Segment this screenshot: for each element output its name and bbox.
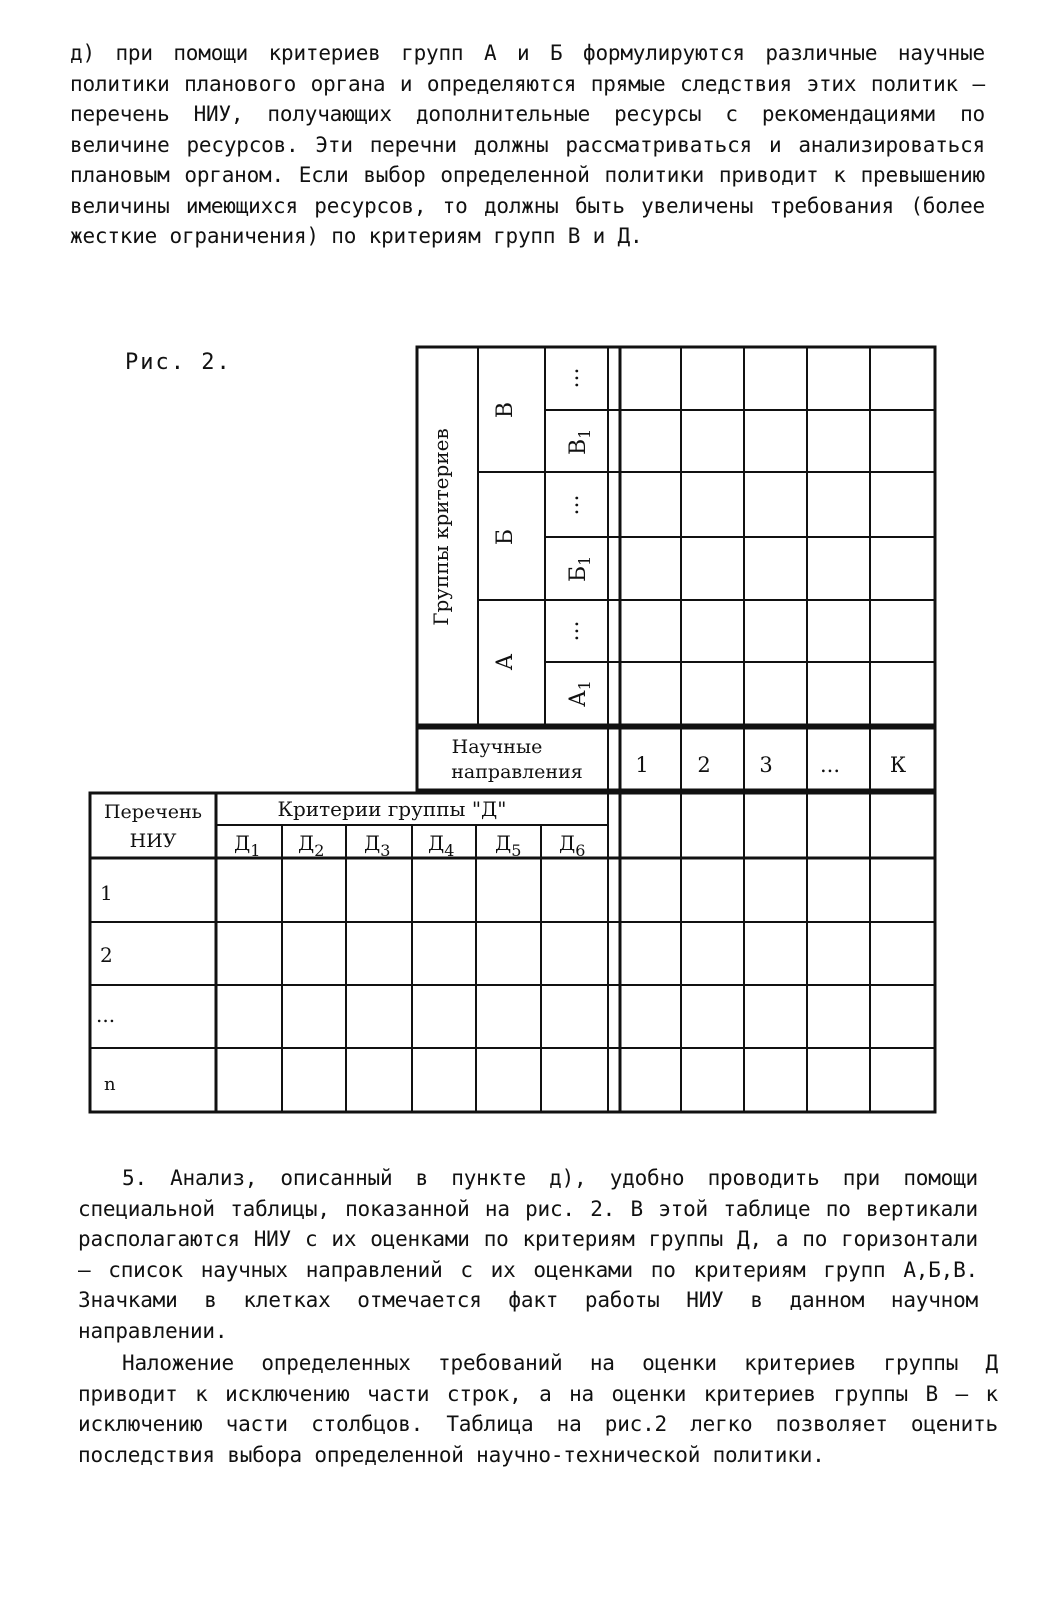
direction-1: 1 bbox=[635, 753, 649, 777]
group-v-ellipsis: ... bbox=[559, 367, 584, 389]
criterion-letter: Б bbox=[566, 565, 591, 582]
criterion-b1 bbox=[566, 556, 594, 582]
direction-ellipsis: ... bbox=[819, 753, 841, 777]
direction-3: 3 bbox=[759, 753, 773, 777]
criterion-index: 1 bbox=[250, 841, 261, 860]
criterion-index: 4 bbox=[444, 841, 455, 860]
criterion-index: 1 bbox=[575, 555, 594, 566]
group-a-ellipsis: ... bbox=[559, 620, 584, 642]
criterion-letter: А bbox=[566, 690, 591, 707]
niu-row-2: 2 bbox=[100, 943, 113, 967]
group-name-b: Б bbox=[493, 528, 518, 546]
criterion-v1 bbox=[566, 429, 594, 455]
criterion-a1 bbox=[566, 680, 594, 707]
criterion-letter: Д bbox=[234, 831, 251, 855]
niu-header-line2: НИУ bbox=[129, 830, 177, 852]
group-b-ellipsis: ... bbox=[559, 494, 584, 516]
criterion-letter: Д bbox=[298, 831, 315, 855]
niu-header-line1: Перечень bbox=[103, 801, 203, 823]
directions-label-line2: направления bbox=[451, 761, 583, 783]
criterion-index: 2 bbox=[314, 841, 325, 860]
niu-row-n: n bbox=[104, 1074, 116, 1095]
paragraph-top: д) при помощи критериев групп А и Б формулируются различные научные политики планового органа и определяются прямые следствия этих политик – перечень НИУ, получающих дополнительные ресурсы с рекомендациями по величине ресурсов. Эти перечни должны рассматриваться и анализироваться плановым органом. Если выбор определенной политики приводит к превышению величины имеющихся ресурсов, то должны быть увеличены требования (более жесткие ограничения) по критериям групп В и Д. bbox=[70, 41, 985, 248]
criterion-d6 bbox=[559, 831, 585, 860]
figure-caption: Рис. 2. bbox=[125, 350, 232, 375]
criterion-d3 bbox=[364, 831, 390, 860]
criterion-d5 bbox=[495, 831, 521, 860]
criteria-groups-label: Группы критериев bbox=[429, 428, 453, 626]
criterion-index: 1 bbox=[575, 680, 594, 691]
criterion-index: 5 bbox=[511, 841, 522, 860]
criterion-d4 bbox=[428, 831, 454, 860]
criterion-letter: Д bbox=[364, 831, 381, 855]
niu-row-1: 1 bbox=[100, 881, 113, 905]
paragraph-bottom-1: 5. Анализ, описанный в пункте д), удобно проводить при помощи специальной таблицы, показанной на рис. 2. В этой таблице по вертикали располагаются НИУ с их оценками по критериям группы Д, а по горизонтали – список научных направлений с их оценками по критериям групп А,Б,В. Значками в клетках отмечается факт работы НИУ в данном научном направлении. bbox=[78, 1166, 978, 1343]
criterion-d2 bbox=[298, 831, 324, 860]
direction-2: 2 bbox=[697, 753, 711, 777]
criterion-index: 6 bbox=[575, 841, 586, 860]
directions-label-line1: Научные bbox=[451, 736, 543, 758]
direction-k: К bbox=[889, 753, 907, 777]
criterion-d1 bbox=[234, 831, 260, 860]
d-group-header: Критерии группы "Д" bbox=[277, 797, 507, 821]
criterion-letter: Д bbox=[428, 831, 445, 855]
criterion-letter: Д bbox=[495, 831, 512, 855]
group-name-v: В bbox=[493, 401, 518, 419]
criterion-index: 3 bbox=[380, 841, 391, 860]
criterion-letter: В bbox=[566, 438, 591, 455]
criterion-letter: Д bbox=[559, 831, 576, 855]
criterion-index: 1 bbox=[575, 428, 594, 439]
group-name-a: А bbox=[493, 653, 518, 671]
niu-row-ellipsis: ... bbox=[96, 1003, 116, 1027]
paragraph-bottom-2: Наложение определенных требований на оценки критериев группы Д приводит к исключению части строк, а на оценки критериев группы В – к исключению части столбцов. Таблица на рис.2 легко позволяет оценить последствия выбора определенной научно-технической политики. bbox=[78, 1351, 998, 1467]
